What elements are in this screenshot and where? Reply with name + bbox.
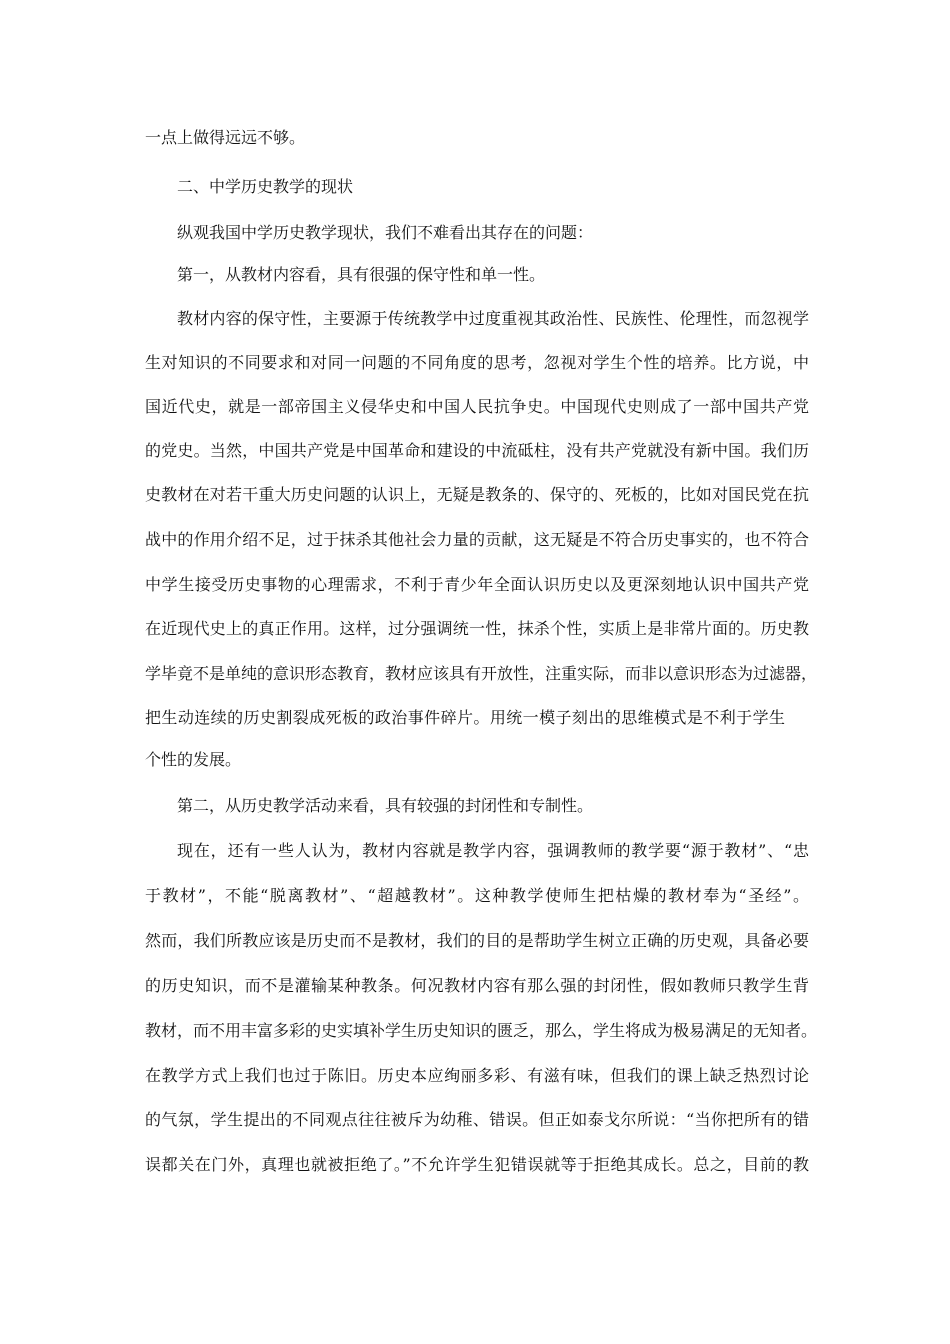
text-line: 的历史知识，而不是灌输某种教条。何况教材内容有那么强的封闭性，假如教师只教学生背 bbox=[145, 976, 809, 995]
text-line: 战中的作用介绍不足，过于抹杀其他社会力量的贡献，这无疑是不符合历史事实的，也不符合 bbox=[145, 530, 809, 549]
text-line: 中学生接受历史事物的心理需求，不利于青少年全面认识历史以及更深刻地认识中国共产党 bbox=[145, 575, 809, 594]
text-line: 史教材在对若干重大历史问题的认识上，无疑是教条的、保守的、死板的，比如对国民党在抗 bbox=[145, 485, 809, 504]
section-heading: 二、中学历史教学的现状 bbox=[177, 177, 354, 196]
text-line: 然而，我们所教应该是历史而不是教材，我们的目的是帮助学生树立正确的历史观，具备必要 bbox=[145, 931, 809, 950]
text-line: 在近现代史上的真正作用。这样，过分强调统一性，抹杀个性，实质上是非常片面的。历史教 bbox=[145, 619, 809, 638]
text-line: 纵观我国中学历史教学现状，我们不难看出其存在的问题： bbox=[177, 223, 594, 242]
text-line: 国近代史，就是一部帝国主义侵华史和中国人民抗争史。中国现代史则成了一部中国共产党 bbox=[145, 397, 809, 416]
text-line: 教材内容的保守性，主要源于传统教学中过度重视其政治性、民族性、伦理性，而忽视学 bbox=[177, 309, 809, 328]
text-line: 学毕竟不是单纯的意识形态教育，教材应该具有开放性，注重实际，而非以意识形态为过滤器， bbox=[145, 664, 818, 683]
text-line: 的气氛，学生提出的不同观点往往被斥为幼稚、错误。但正如泰戈尔所说：“当你把所有的错 bbox=[145, 1110, 809, 1129]
text-line: 的党史。当然，中国共产党是中国革命和建设的中流砥柱，没有共产党就没有新中国。我们历 bbox=[145, 441, 809, 460]
text-line: 教材，而不用丰富多彩的史实填补学生历史知识的匮乏，那么，学生将成为极易满足的无知者。 bbox=[145, 1021, 818, 1040]
text-line: 个性的发展。 bbox=[145, 750, 242, 769]
subheading-second: 第二，从历史教学活动来看，具有较强的封闭性和专制性。 bbox=[177, 796, 594, 815]
text-line: 在教学方式上我们也过于陈旧。历史本应绚丽多彩、有滋有味，但我们的课上缺乏热烈讨论 bbox=[145, 1066, 809, 1085]
text-line: 生对知识的不同要求和对同一问题的不同角度的思考，忽视对学生个性的培养。比方说，中 bbox=[145, 353, 809, 372]
subheading-first: 第一，从教材内容看，具有很强的保守性和单一性。 bbox=[177, 265, 546, 284]
text-line: 现在，还有一些人认为，教材内容就是教学内容，强调教师的教学要“源于教材”、“忠 bbox=[177, 841, 809, 860]
text-line: 误都关在门外，真理也就被拒绝了。”不允许学生犯错误就等于拒绝其成长。总之，目前的教 bbox=[145, 1155, 809, 1174]
text-line: 把生动连续的历史割裂成死板的政治事件碎片。用统一模子刻出的思维模式是不利于学生 bbox=[145, 708, 785, 727]
text-line: 一点上做得远远不够。 bbox=[145, 128, 306, 147]
text-line: 于教材”，不能“脱离教材”、“超越教材”。这种教学使师生把枯燥的教材奉为“圣经”。 bbox=[145, 886, 809, 905]
